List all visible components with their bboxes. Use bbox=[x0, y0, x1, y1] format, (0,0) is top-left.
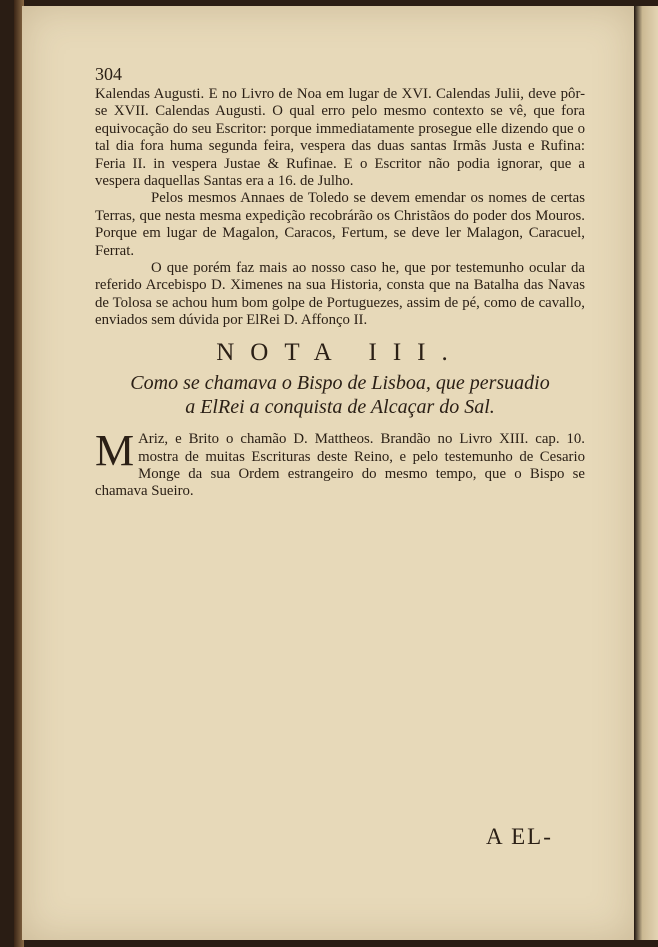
note-subtitle-line-2: a ElRei a conquista de Alcaçar do Sal. bbox=[185, 396, 495, 419]
note-subtitle-line-1: Como se chamava o Bispo de Lisboa, que persuadio bbox=[130, 372, 550, 395]
page-content bbox=[95, 66, 585, 501]
paragraph-1: Kalendas Augusti. E no Livro de Noa em lugar de XVI. Calendas Julii, deve pôr-se XVII. Calendas Augusti. O qual erro pelo mesmo contexto se vê, que fora equivocação do seu Escritor: porque immediatamente prosegue elle dizendo que o tal dia fora huma segunda feira, vespera das duas santas Irmãs Justa e Rufina: Feria II. in vespera Justae & Rufinae. E o Escritor não podia ignorar, que a vespera daquellas Santas era a 16. de Julho. bbox=[95, 86, 585, 190]
paragraph-2: Pelos mesmos Annaes de Toledo se devem emendar os nomes de certas Terras, que nesta mesma expedição recobrárão os Christãos do poder dos Mouros. Porque em lugar de Magalon, Caracos, Fertum, se deve ler Malagon, Caracuel, Ferrat. bbox=[95, 190, 585, 259]
note-heading: NOTA III. bbox=[216, 338, 464, 366]
facing-page-edge bbox=[634, 6, 658, 940]
note-subtitle bbox=[95, 371, 585, 419]
paragraph-3: O que porém faz mais ao nosso caso he, que por testemunho ocular da referido Arcebispo D. Ximenes na sua Historia, consta que na Batalha das Navas de Tolosa se achou hum bom golpe de Portuguezes, assim de pé, como de cavallo, enviados sem dúvida por ElRei D. Affonço II. bbox=[95, 260, 585, 329]
paragraph-4-block bbox=[95, 426, 585, 501]
paragraph-4: Ariz, e Brito o chamão D. Mattheos. Brandão no Livro XIII. cap. 10. mostra de muitas Escrituras deste Reino, e pelo testemunho de Cesario Monge da sua Ordem estrangeiro do mesmo tempo, que o Bispo se chamava Sueiro. bbox=[95, 431, 585, 500]
drop-cap: M bbox=[95, 426, 135, 476]
catchword: A EL- bbox=[486, 824, 553, 849]
page-number: 304 bbox=[95, 64, 122, 84]
